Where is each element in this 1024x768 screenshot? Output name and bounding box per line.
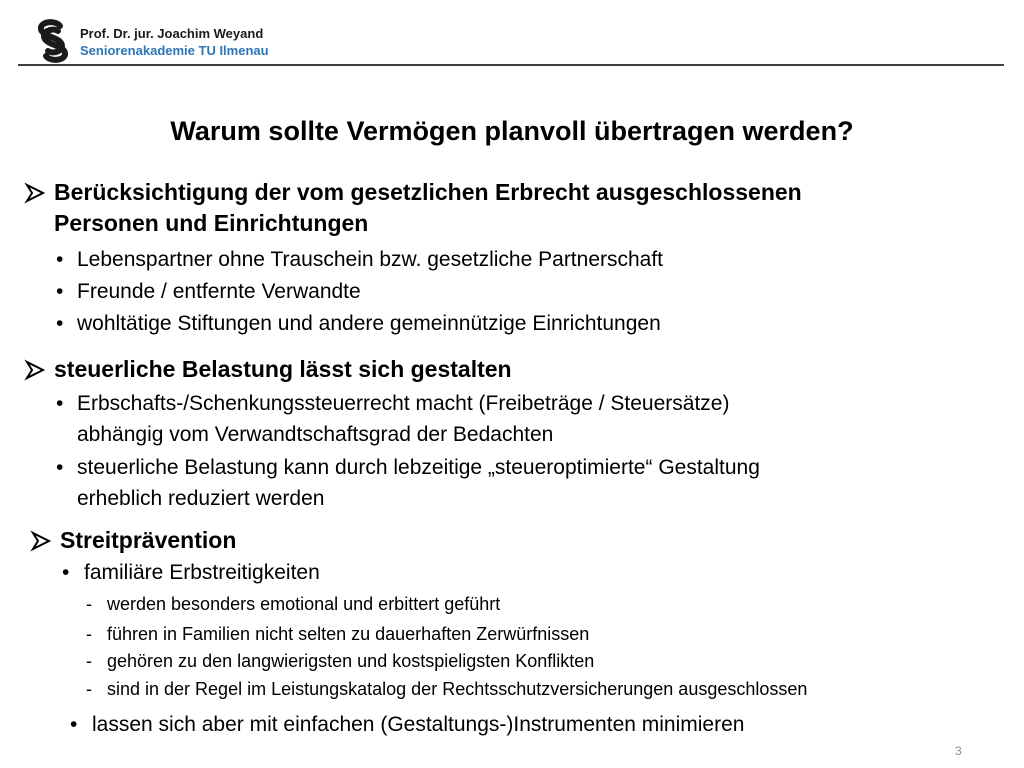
bullet-text: wohltätige Stiftungen und andere gemeinnützige Einrichtungen	[77, 312, 661, 335]
sub-bullet-text: sind in der Regel im Leistungskatalog der Rechtsschutzversicherungen ausgeschlossen	[107, 679, 808, 699]
section-heading: Streitprävention	[60, 527, 237, 553]
bullet-text: Lebenspartner ohne Trauschein bzw. gesetzliche Partnerschaft	[77, 248, 664, 271]
bullet-dot-icon: •	[56, 280, 64, 303]
bullet-dot-icon: •	[56, 456, 64, 479]
arrow-bullet-icon	[24, 182, 46, 204]
bullet-text: familiäre Erbstreitigkeiten	[84, 561, 320, 584]
sub-bullet-text: gehören zu den langwierigsten und kostspieligsten Konflikten	[107, 651, 595, 671]
section-sign-logo-icon	[32, 18, 74, 64]
slide-title: Warum sollte Vermögen planvoll übertragen werden?	[170, 116, 854, 146]
page-number: 3	[955, 744, 962, 758]
dash-bullet-icon: -	[86, 651, 92, 671]
bullet-dot-icon: •	[56, 312, 64, 335]
section-heading: Berücksichtigung der vom gesetzlichen Erbrecht ausgeschlossenen	[54, 179, 802, 205]
dash-bullet-icon: -	[86, 624, 92, 644]
arrow-bullet-icon	[24, 359, 46, 381]
bullet-dot-icon: •	[56, 248, 64, 271]
header-divider	[18, 64, 1004, 66]
section-heading-continued: Personen und Einrichtungen	[54, 210, 369, 236]
bullet-dot-icon: •	[70, 713, 78, 736]
arrow-bullet-icon	[30, 530, 52, 552]
bullet-text-continued: abhängig vom Verwandtschaftsgrad der Bedachten	[77, 423, 554, 446]
bullet-text: Freunde / entfernte Verwandte	[77, 280, 361, 303]
dash-bullet-icon: -	[86, 594, 92, 614]
author-name: Prof. Dr. jur. Joachim Weyand	[80, 26, 264, 41]
bullet-dot-icon: •	[62, 561, 70, 584]
section-heading: steuerliche Belastung lässt sich gestalten	[54, 356, 512, 382]
bullet-dot-icon: •	[56, 392, 64, 415]
bullet-text: steuerliche Belastung kann durch lebzeitige „steueroptimierte“ Gestaltung	[77, 456, 760, 479]
bullet-text: lassen sich aber mit einfachen (Gestaltungs-)Instrumenten minimieren	[92, 713, 745, 736]
institution-name: Seniorenakademie TU Ilmenau	[80, 43, 269, 58]
dash-bullet-icon: -	[86, 679, 92, 699]
bullet-text: Erbschafts-/Schenkungssteuerrecht macht (Freibeträge / Steuersätze)	[77, 392, 730, 415]
sub-bullet-text: führen in Familien nicht selten zu dauerhaften Zerwürfnissen	[107, 624, 590, 644]
sub-bullet-text: werden besonders emotional und erbittert geführt	[107, 594, 501, 614]
bullet-text-continued: erheblich reduziert werden	[77, 487, 325, 510]
